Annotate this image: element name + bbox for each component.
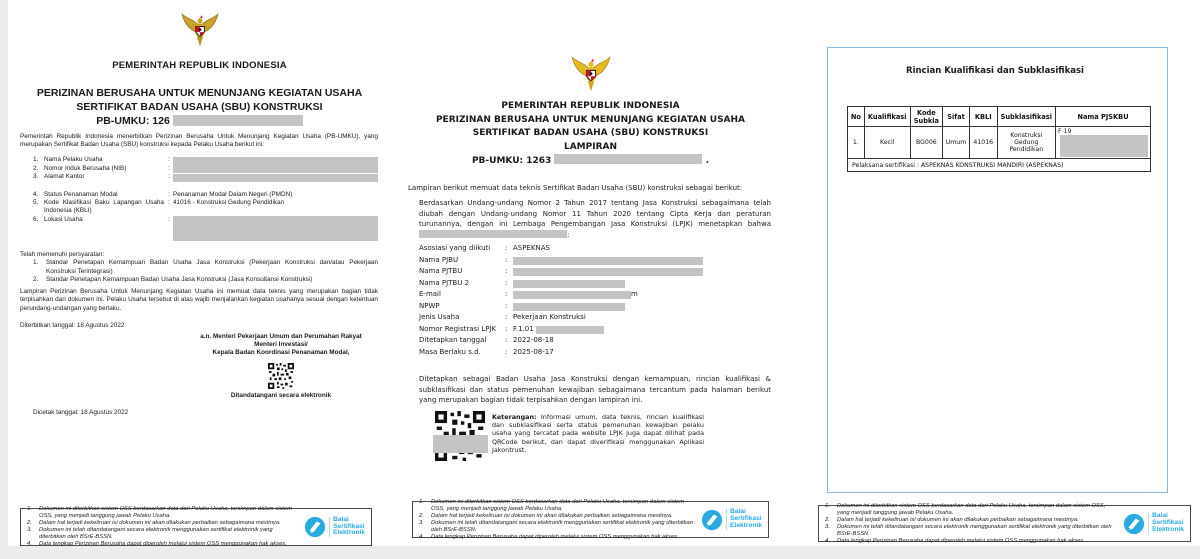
redaction-box: [513, 280, 625, 288]
balai-sertifikasi-elektronik-logo: [701, 509, 762, 531]
redaction-box: [536, 326, 604, 334]
footer-note: Dalam hal terjadi kekeliruan isi dokumen ini akan dilakukan perbaikan sebagaimana mestinya.: [837, 516, 1079, 523]
bse-logo-text: Balai Sertifikasi Elektronik: [726, 509, 762, 530]
page3-title: Rincian Kualifikasi dan Subklasifikasi: [906, 66, 1084, 76]
footer-note: Dokumen ini telah ditandatangani secara elektronik menggunakan sertifikat elektronik yang diterbitkan oleh BSrE-BSSN.: [39, 527, 273, 540]
kv-row-asosiasi: Asosiasi yang diikuti : ASPEKNAS: [419, 244, 550, 252]
col-sifat: Sifat: [943, 107, 970, 127]
page2-header-block: [391, 100, 790, 169]
page1-title-block: [8, 86, 391, 128]
page1-government-heading: PEMERINTAH REPUBLIK INDONESIA: [112, 60, 287, 71]
redaction-box: [173, 157, 378, 165]
table-footer-row: Pelaksana sertifikasi : ASPEKNAS KONSTRUKSI MANDIRI (ASPEKNAS): [848, 159, 1151, 172]
requirement-item: Standar Penetapan Kemampuan Badan Usaha Jasa Konstruksi (Pekerjaan Konstruksi dan/atau Pekerjaan Konstruksi Terintegrasi): [46, 259, 378, 275]
redaction-box: [173, 174, 378, 182]
keterangan-label: Keterangan:: [492, 413, 537, 421]
footer-notes: [419, 499, 695, 541]
redaction-box: [173, 115, 303, 126]
redaction-box: [554, 154, 702, 164]
page1-fields-list: [33, 156, 378, 241]
documents-canvas: [8, 0, 1200, 546]
field-row-nama-pelaku-usaha: 1. Nama Pelaku Usaha :: [33, 156, 378, 165]
requirement-item: Standar Penetapan Kemampuan Badan Usaha Jasa Konstruksi (Jasa Konsultansi Konstruksi): [46, 276, 313, 284]
page2-government-heading: PEMERINTAH REPUBLIK INDONESIA: [501, 101, 680, 111]
footer-note: Dokumen ini diterbitkan sistem OSS berdasarkan data dari Pelaku Usaha, tersimpan dalam sistem OSS, yang menjadi tanggung jawab Pelaku Usaha.: [39, 506, 292, 519]
oss-footer-note-box: [412, 498, 769, 540]
footer-notes: [825, 503, 1117, 545]
garuda-pancasila-logo: [570, 48, 612, 98]
footer-note: Dalam hal terjadi kekeliruan isi dokumen ini akan dilakukan perbaikan sebagaimana mestinya.: [431, 512, 673, 519]
keterangan-text: Informasi umum, data teknis, rincian kualifikasi dan subklasifikasi serta status pemenuhan kewajiban pelaku usaha yang tercatat pada website LPJK juga dapat dilihat pada QRCode berikut, dan dapat diverifikasi menggunakan Aplikasi Jakontrust.: [492, 413, 704, 454]
oss-footer-note-box: [20, 508, 372, 546]
kv-row-masa-berlaku: Masa Berlaku s.d. : 2025-08-17: [419, 347, 554, 356]
redaction-box: [433, 435, 488, 453]
page2-qr-block: [435, 411, 487, 461]
page-3-rincian-kualifikasi: [790, 0, 1200, 546]
col-kode-subkla: Kode Subkla: [910, 107, 942, 127]
page-2-sbu-lampiran: [391, 0, 790, 546]
kv-row-nama-pjbu: Nama PJBU :: [419, 255, 779, 267]
signature-caption: Ditandatangani secara elektronik: [230, 391, 332, 399]
footer-note: Data lengkap Perizinan Berusaha dapat diperoleh melalui sistem OSS menggunakan hak akses.: [837, 537, 1085, 544]
page1-closing-paragraph: Lampiran Perizinan Berusaha Untuk Menunjang Kegiatan Usaha ini memuat data teknis yang merupakan bagian tidak terpisahkan dari dokumen ini. Pelaku Usaha tersebut di atas wajib menjalankan kegiatan usahanya sesuai dengan ketentuan perundang-undangan yang berlaku.: [20, 288, 378, 312]
page2-keterangan: [492, 413, 704, 454]
page1-printed-date: Dicetak tanggal: 18 Agustus 2022: [33, 409, 129, 416]
footer-note: Data lengkap Perizinan Berusaha dapat diperoleh melalui sistem OSS menggunakan hak akses.: [39, 541, 287, 547]
page-1-sbu-certificate: [8, 0, 391, 546]
page1-intro-paragraph: Pemerintah Republik Indonesia menerbitkan Perizinan Berusaha Untuk Menunjang Kegiatan Usaha (PB-UMKU), yang merupakan Sertifikat Badan Usaha (SBU) konstruksi kepada Pelaku Usaha berikut ini:: [20, 133, 378, 149]
field-row-kbli: 5. Kode Klasifikasi Baku Lapangan Usaha Indonesia (KBLI) : 41016 - Konstruksi Gedung Pendidikan: [33, 198, 285, 215]
page2-legal-paragraph: Berdasarkan Undang-undang Nomor 2 Tahun 2017 tentang Jasa Konstruksi sebagaimana telah diubah dengan Undang-undang Nomor 11 Tahun 2020 tentang Cipta Kerja dan peraturan turunannya, dengan ini Lembaga Pengembangan Jasa Konstruksi (LPJK) menetapkan bahwa :: [419, 199, 771, 240]
balai-sertifikasi-elektronik-logo: [304, 516, 365, 538]
signature-line: Kepala Badan Koordinasi Penanaman Modal,: [212, 349, 350, 357]
kv-row-nama-pjtbu2: Nama PJTBU 2 :: [419, 278, 779, 290]
redaction-box: [173, 216, 378, 241]
bse-logo-text: Balai Sertifikasi Elektronik: [1148, 513, 1184, 534]
col-subklasifikasi: Subklasifikasi: [997, 107, 1055, 127]
kv-row-jenis-usaha: Jenis Usaha : Pekerjaan Konstruksi: [419, 313, 586, 321]
bse-circle-icon: [304, 516, 326, 538]
page2-intro-line: Lampiran berikut memuat data teknis Sertifikat Badan Usaha (SBU) konstruksi sebagai berikut:: [408, 184, 743, 192]
page1-title-line2: SERTIFIKAT BADAN USAHA (SBU) KONSTRUKSI: [76, 101, 323, 113]
col-kualifikasi: Kualifikasi: [864, 107, 910, 127]
page1-pbumku-line: PB-UMKU: 126: [8, 114, 391, 128]
footer-notes: [27, 506, 298, 548]
signature-line: a.n. Menteri Pekerjaan Umum dan Perumahan Rakyat: [200, 333, 362, 340]
page2-title-line1: PERIZINAN BERUSAHA UNTUK MENUNJANG KEGIATAN USAHA: [435, 114, 746, 125]
redaction-box: [513, 257, 703, 265]
kv-row-email: E-mail : m: [419, 290, 638, 298]
table-header-row: [848, 107, 1151, 127]
redaction-box: [513, 268, 703, 276]
page1-signature-block: [180, 333, 382, 400]
page1-issued-date: Diterbitkan tanggal: 18 Agustus 2022: [20, 322, 125, 329]
page2-pbumku-line: PB-UMKU: 1263 .: [471, 156, 710, 166]
kv-row-ditetapkan-tanggal: Ditetapkan tanggal : 2022-08-18: [419, 336, 554, 344]
field-row-status-penanaman-modal: 4. Status Penanaman Modal : Penanaman Modal Dalam Negeri (PMDN): [33, 190, 293, 198]
garuda-pancasila-logo: [180, 6, 220, 52]
requirements-heading: Telah memenuhi persyaratan:: [20, 251, 105, 258]
field-row-lokasi-usaha: 6. Lokasi Usaha :: [33, 216, 378, 241]
page2-title-lampiran: LAMPIRAN: [563, 141, 618, 152]
footer-note: Dokumen ini telah ditandatangani secara elektronik menggunakan sertifikat elektronik yang diterbitkan oleh BSrE-BSSN.: [837, 523, 1112, 537]
kualifikasi-table: [847, 106, 1151, 172]
footer-note: Dalam hal terjadi kekeliruan isi dokumen ini akan dilakukan perbaikan sebagaimana mestinya.: [39, 520, 281, 526]
footer-note: Data lengkap Perizinan Berusaha dapat diperoleh melalui sistem OSS menggunakan hak akses.: [431, 533, 679, 540]
page1-requirements: [20, 251, 378, 285]
redaction-box: [1060, 135, 1148, 157]
bse-circle-icon: [1123, 513, 1145, 535]
field-row-alamat-kantor: 3. Alamat Kantor :: [33, 173, 378, 182]
kv-row-nomor-registrasi: Nomor Registrasi LPJK : F.1.01: [419, 324, 779, 336]
page1-title-line1: PERIZINAN BERUSAHA UNTUK MENUNJANG KEGIATAN USAHA: [36, 87, 363, 99]
bse-circle-icon: [701, 509, 723, 531]
qr-code-icon: [268, 363, 294, 389]
kv-row-npwp: NPWP :: [419, 301, 779, 313]
table-row: 1. Kecil BG006 Umum 41016 Konstruksi Gedung Pendidikan F 19: [848, 127, 1151, 159]
redaction-box: [513, 291, 631, 299]
bse-logo-text: Balai Sertifikasi Elektronik: [329, 517, 365, 538]
kv-row-nama-pjtbu: Nama PJTBU :: [419, 266, 779, 278]
page2-data-list: [419, 243, 779, 358]
footer-note: Dokumen ini telah ditandatangani secara elektronik menggunakan sertifikat elektronik yang diterbitkan oleh BSrE-BSSN.: [431, 519, 693, 533]
col-no: No: [848, 107, 865, 127]
redaction-box: [513, 303, 625, 311]
footer-note: Dokumen ini diterbitkan sistem OSS berdasarkan data dari Pelaku Usaha, tersimpan dalam sistem OSS, yang menjadi tanggung jawab Pelaku Usaha.: [431, 498, 684, 512]
balai-sertifikasi-elektronik-logo: [1123, 513, 1184, 535]
footer-note: Dokumen ini diterbitkan sistem OSS berdasarkan data dari Pelaku Usaha, tersimpan dalam sistem OSS, yang menjadi tanggung jawab Pelaku Usaha.: [837, 502, 1106, 516]
oss-footer-note-box: [818, 502, 1191, 544]
page2-closing-paragraph: Ditetapkan sebagai Badan Usaha Jasa Konstruksi dengan kemampuan, rincian kualifikasi & subklasifikasi dan status pemenuhan kewajiban sebagaimana tercantum pada halaman berikut yang merupakan bagian tidak terpisahkan dengan lampiran ini.: [419, 375, 771, 405]
col-nama-pjskbu: Nama PJSKBU: [1056, 107, 1151, 127]
signature-line: Menteri Investasi/: [254, 341, 308, 349]
redaction-box: [173, 165, 378, 173]
page2-title-line2: SERTIFIKAT BADAN USAHA (SBU) KONSTRUKSI: [472, 128, 709, 138]
redaction-box: [419, 230, 567, 238]
col-kbli: KBLI: [969, 107, 997, 127]
field-row-nib: 2. Nomor Induk Berusaha (NIB) :: [33, 165, 378, 174]
